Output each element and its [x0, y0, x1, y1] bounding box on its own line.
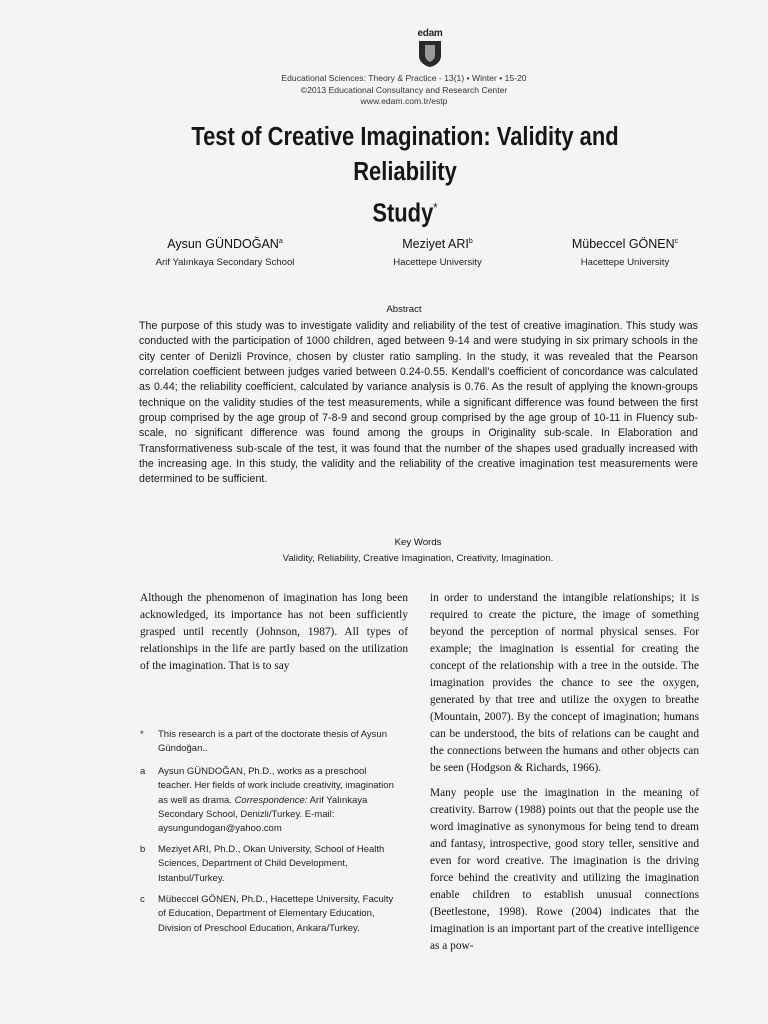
- footnote-text: Meziyet ARI, Ph.D., Okan University, School of Health Sciences, Department of Child Development, Istanbul/Turkey.: [158, 844, 385, 884]
- footnote-mark: a: [140, 766, 146, 777]
- body-column-left: [140, 590, 408, 683]
- author-sup: a: [278, 237, 283, 245]
- author-2: [360, 237, 515, 268]
- body-paragraph: Although the phenomenon of imagination has long been acknowledged, its importance has not been sufficiently grasped until recently (Johnson, 1987). All types of relationships in the life are partly based on the utilization of the imagination. That is to say: [140, 592, 408, 672]
- title-line-2: Study: [372, 199, 434, 228]
- author-affiliation: Arif Yalınkaya Secondary School: [155, 257, 295, 268]
- footnote-author-a: [140, 765, 400, 836]
- footnote-author-c: [140, 893, 400, 936]
- footnote-mark: *: [140, 729, 144, 740]
- abstract-text: The purpose of this study was to investigate validity and reliability of the test of creative imagination. This study was conducted with the participation of 1000 children, aged between 9-14 and were studying in six primary schools in the city center of Denizli Province, chosen by cluster ratio sampling. In the study, it was revealed that the Pearson correlation coefficient between judges varied between 0.24-0.55. Kendall’s coefficient of concordance was calculated as 0.44; the reliability coefficient, calculated by variance analysis is 0.76. As the result of applying the known-groups technique on the validity studies of the test measurements, while a significant difference was found between the first group comprised by the age group of 7-8-9 and second group comprised by the age group of 10-11 in Fluency sub-scale, no significant difference was found among the groups in Originality sub-scale. In Elaboration and Transformativeness sub-scale of the test, it was found that the number of the shapes used gradually increased with the increasing age. In this study, the validity and the reliability of the creative imagination test measurements were determined to be sufficient.: [139, 320, 698, 486]
- footnote-text: This research is a part of the doctorate thesis of Aysun Gündoğan..: [158, 729, 388, 755]
- paper-title: [143, 120, 668, 232]
- logo-text: edam: [417, 28, 443, 39]
- footnote-mark: b: [140, 844, 146, 855]
- body-paragraph: Many people use the imagination in the meaning of creativity. Barrow (1988) points out that the people use the word imaginative as synonymous for being tend to dream and fantasy, introspective, good story teller, sensitive and even for word creative. The imagination is the driving force behind the creativity and utilizing the imagination enable children to establish unusual connections (Beetlestone, 1998). Rowe (2004) indicates that the imagination is an important part of the creative intelligence as a pow-: [430, 787, 700, 952]
- author-affiliation: Hacettepe University: [393, 257, 482, 268]
- body-paragraph: in order to understand the intangible relationships; it is required to create the picture, the image of something beyond the perception of normal physical senses. For example; the imagination is essential for creating the concept of the relationship with a tree in the outside. The imagination provides the chance to see the oxygen, generated by that tree and utilize the oxygen to breathe (Mountain, 2007). By the concept of imagination; humans can be understood, the bits of relations can be caught and the connections between the humans and other objects can be seen (Hodgson & Richards, 1966).: [430, 592, 699, 774]
- abstract-heading: Abstract: [386, 304, 422, 315]
- footnote-author-b: [140, 843, 400, 886]
- publisher-logo: [412, 28, 448, 70]
- title-footnote-mark: *: [433, 200, 438, 215]
- author-affiliation: Hacettepe University: [580, 257, 670, 268]
- logo-shield-icon: [418, 40, 442, 68]
- author-name: Meziyet ARI: [402, 237, 469, 251]
- author-3: [550, 237, 700, 268]
- journal-citation: Educational Sciences: Theory & Practice - 13(1) • Winter • 15-20: [281, 73, 527, 83]
- keywords-heading: Key Words: [394, 537, 442, 548]
- author-name: Mübeccel GÖNEN: [571, 237, 675, 251]
- footnote-mark: c: [140, 894, 145, 905]
- journal-info: [0, 73, 768, 108]
- footnote-text: Aysun GÜNDOĞAN, Ph.D., works as a preschool teacher. Her fields of work include creativity, imagination as well as drama.: [158, 766, 394, 806]
- footnote-correspondence-label: Correspondence:: [234, 794, 308, 806]
- author-name: Aysun GÜNDOĞAN: [167, 237, 279, 251]
- footnote-thesis: [140, 728, 400, 757]
- author-1: [140, 237, 310, 268]
- footnote-text: Mübeccel GÖNEN, Ph.D., Hacettepe University, Faculty of Education, Department of Elementary Education, Division of Preschool Education, Ankara/Turkey.: [158, 894, 394, 934]
- author-sup: c: [674, 237, 679, 245]
- journal-copyright: ©2013 Educational Consultancy and Research Center: [300, 84, 508, 95]
- keywords-text: Validity, Reliability, Creative Imagination, Creativity, Imagination.: [282, 553, 554, 564]
- body-column-right: [430, 590, 699, 963]
- footnote-text-2: Arif Yalınkaya Secondary School, Denizli/Turkey. E-mail: aysungundogan@yahoo.com: [158, 794, 368, 835]
- author-sup: b: [468, 237, 473, 245]
- title-line-1: Test of Creative Imagination: Validity and Reliability: [191, 123, 619, 186]
- journal-url: www.edam.com.tr/estp: [360, 96, 448, 106]
